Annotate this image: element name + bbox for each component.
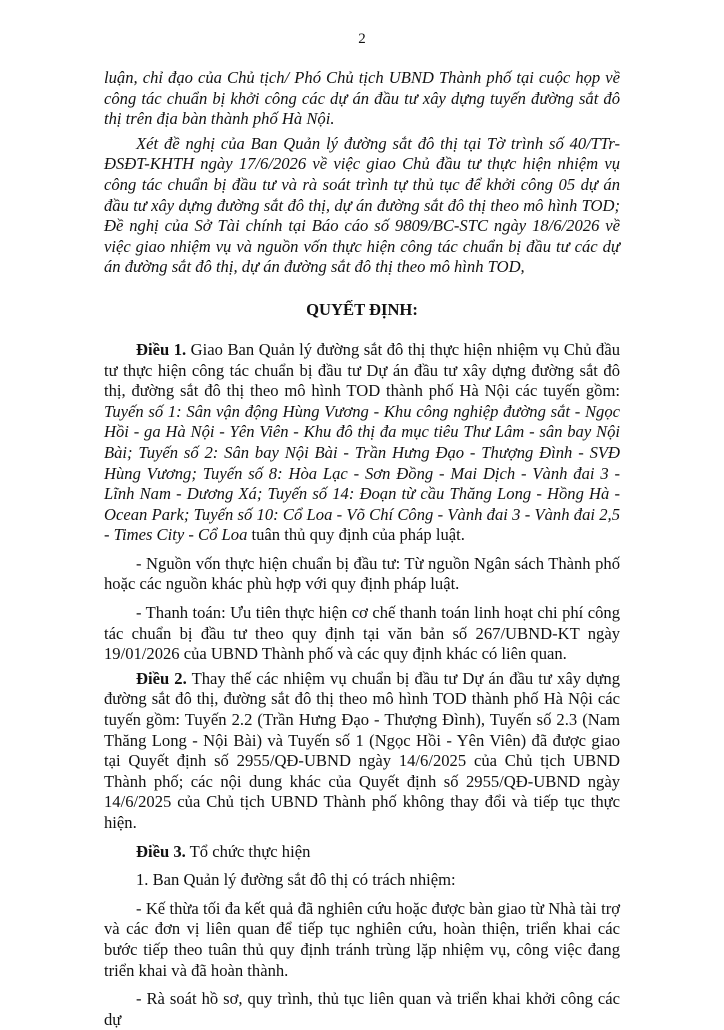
article-3-label: Điều 3. (136, 841, 186, 861)
page-number: 2 (358, 31, 366, 47)
article-3-text: Tổ chức thực hiện (185, 841, 311, 861)
article-3-bullet-1: - Kế thừa tối đa kết quả đã nghiên cứu hoặc được bàn giao từ Nhà tài trợ và các đơn vị liên quan để tiếp tục nghiên cứu, hoàn thiện, triển khai các bước tiếp theo tuân thủ quy định tránh trùng lặp nhiệm vụ, công việc đang triển khai và đã hoàn thành. (104, 898, 620, 980)
article-2-text: Thay thế các nhiệm vụ chuẩn bị đầu tư Dự án đầu tư xây dựng đường sắt đô thị, đường sắt đô thị theo mô hình TOD thành phố Hà Nội các tuyến gồm: Tuyến 2.2 (Trần Hưng Đạo - Thượng Đình), Tuyến số 2.3 (Nam Thăng Long - Nội Bài) và Tuyến số 1 (Ngọc Hồi - Yên Viên) đã được giao tại Quyết định số 2955/QĐ-UBND ngày 14/6/2025 của Chủ tịch UBND Thành phố; các nội dung khác của Quyết định số 2955/QĐ-UBND ngày 14/6/2025 của Chủ tịch UBND Thành phố không thay đổi và tiếp tục thực hiện. (104, 668, 620, 832)
article-2 (104, 669, 620, 834)
article-3 (104, 842, 620, 863)
article-1-payment: - Thanh toán: Ưu tiên thực hiện cơ chế thanh toán linh hoạt chi phí công tác chuẩn bị đầu tư theo quy định tại văn bản số 267/UBND-KT ngày 19/01/2026 của UBND Thành phố và các quy định khác có liên quan. (104, 603, 620, 664)
article-1-tail: tuân thủ quy định của pháp luật. (247, 525, 465, 545)
article-2-label: Điều 2. (136, 668, 187, 688)
decision-heading: QUYẾT ĐỊNH: (306, 299, 418, 319)
article-1-funding: - Nguồn vốn thực hiện chuẩn bị đầu tư: Từ nguồn Ngân sách Thành phố hoặc các nguồn khác phù hợp với quy định pháp luật. (104, 553, 620, 594)
article-1 (104, 340, 620, 546)
article-3-item-1: 1. Ban Quản lý đường sắt đô thị có trách nhiệm: (136, 870, 456, 890)
article-3-bullet-2: - Rà soát hồ sơ, quy trình, thủ tục liên quan và triển khai khởi công các dự (104, 989, 620, 1029)
intro-continuation: luận, chỉ đạo của Chủ tịch/ Phó Chủ tịch UBND Thành phố tại cuộc họp về công tác chuẩn bị khởi công các dự án đầu tư xây dựng tuyến đường sắt đô thị trên địa bàn thành phố Hà Nội. (104, 68, 620, 129)
article-1-text: Giao Ban Quản lý đường sắt đô thị thực hiện nhiệm vụ Chủ đầu tư thực hiện công tác chuẩn bị đầu tư Dự án đầu tư xây dựng đường sắt đô thị, đường sắt đô thị theo mô hình TOD thành phố Hà Nội các tuyến gồm: (104, 339, 620, 401)
article-1-routes: Tuyến số 1: Sân vận động Hùng Vương - Khu công nghiệp đường sắt - Ngọc Hồi - ga Hà Nội - Yên Viên - Khu đô thị đa mục tiêu Thư Lâm - sân bay Nội Bài; Tuyến số 2: Sân bay Nội Bài - Trần Hưng Đạo - Thượng Đình - SVĐ Hùng Vương; Tuyến số 8: Hòa Lạc - Sơn Đồng - Mai Dịch - Vành đai 3 - Lĩnh Nam - Dương Xá; Tuyến số 14: Đoạn từ cầu Thăng Long - Hồng Hà - Ocean Park; Tuyến số 10: Cổ Loa - Võ Chí Công - Vành đai 3 - Vành đai 2,5 - Times City - Cổ Loa (104, 401, 620, 545)
article-1-label: Điều 1. (136, 339, 187, 359)
intro-consideration: Xét đề nghị của Ban Quản lý đường sắt đô thị tại Tờ trình số 40/TTr-ĐSĐT-KHTH ngày 17/6/2026 về việc giao Chủ đầu tư thực hiện nhiệm vụ công tác chuẩn bị đầu tư và rà soát trình tự thủ tục để khởi công 05 dự án đầu tư xây dựng đường sắt đô thị, dự án đường sắt đô thị theo mô hình TOD; Đề nghị của Sở Tài chính tại Báo cáo số 9809/BC-STC ngày 18/6/2026 về việc giao nhiệm vụ và nguồn vốn thực hiện công tác chuẩn bị đầu tư các dự án đường sắt đô thị, dự án đường sắt đô thị theo mô hình TOD, (104, 133, 620, 277)
